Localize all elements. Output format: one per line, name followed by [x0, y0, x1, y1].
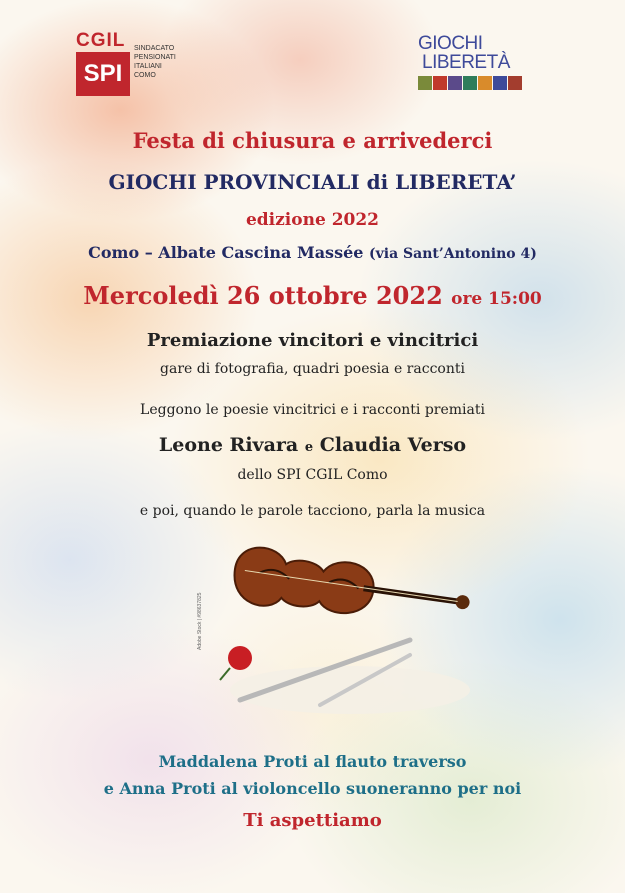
closing-invitation: Ti aspettiamo [243, 810, 382, 831]
event-title: Festa di chiusura e arrivederci [132, 128, 493, 153]
event-date [0, 281, 625, 310]
location-main: Como – Albate Cascina Massée [88, 243, 364, 262]
reader-2: Claudia Verso [319, 434, 467, 456]
award-heading: Premiazione vincitori e vincitrici [146, 330, 479, 351]
giochi-logo-line2: LIBERETÀ [422, 52, 510, 73]
reading-intro: Leggono le poesie vincitrici e i racconti premiati [140, 402, 485, 418]
readers-organization: dello SPI CGIL Como [237, 467, 388, 483]
violin-flute-image [210, 540, 480, 720]
photo-credit: Adobe Stock | #98637825 [197, 592, 203, 650]
cgil-logo-word: CGIL [76, 30, 126, 51]
reader-1: Leone Rivara [158, 434, 299, 456]
event-time: ore 15:00 [451, 289, 542, 309]
cgil-sub-line: ITALIANI [134, 63, 162, 70]
cgil-logo-subtitle [134, 44, 204, 80]
cgil-spi-logo [76, 30, 196, 100]
music-intro: e poi, quando le parole tacciono, parla la musica [139, 503, 486, 519]
location-address: (via Sant’Antonino 4) [369, 246, 537, 262]
musicians-line-1: Maddalena Proti al flauto traverso [158, 752, 467, 771]
musicians-line-2: e Anna Proti al violoncello suoneranno per noi [103, 779, 522, 798]
reader-conjunction: e [304, 440, 314, 455]
cgil-sub-line: COMO [134, 72, 156, 79]
giochi-logo-icon-strip [418, 76, 548, 90]
spi-logo-box: SPI [76, 52, 130, 96]
event-subtitle: GIOCHI PROVINCIALI di LIBERETA’ [108, 170, 517, 194]
award-categories: gare di fotografia, quadri poesia e racconti [160, 361, 465, 377]
giochi-liberta-logo [418, 34, 548, 104]
event-date-text: Mercoledì 26 ottobre 2022 [83, 281, 443, 310]
readers-names [0, 434, 625, 456]
event-location [0, 243, 625, 262]
giochi-logo-line1: GIOCHI [418, 33, 483, 54]
cgil-sub-line: PENSIONATI [134, 54, 176, 61]
cgil-sub-line: SINDACATO [134, 45, 175, 52]
edition-label: edizione 2022 [245, 210, 380, 230]
